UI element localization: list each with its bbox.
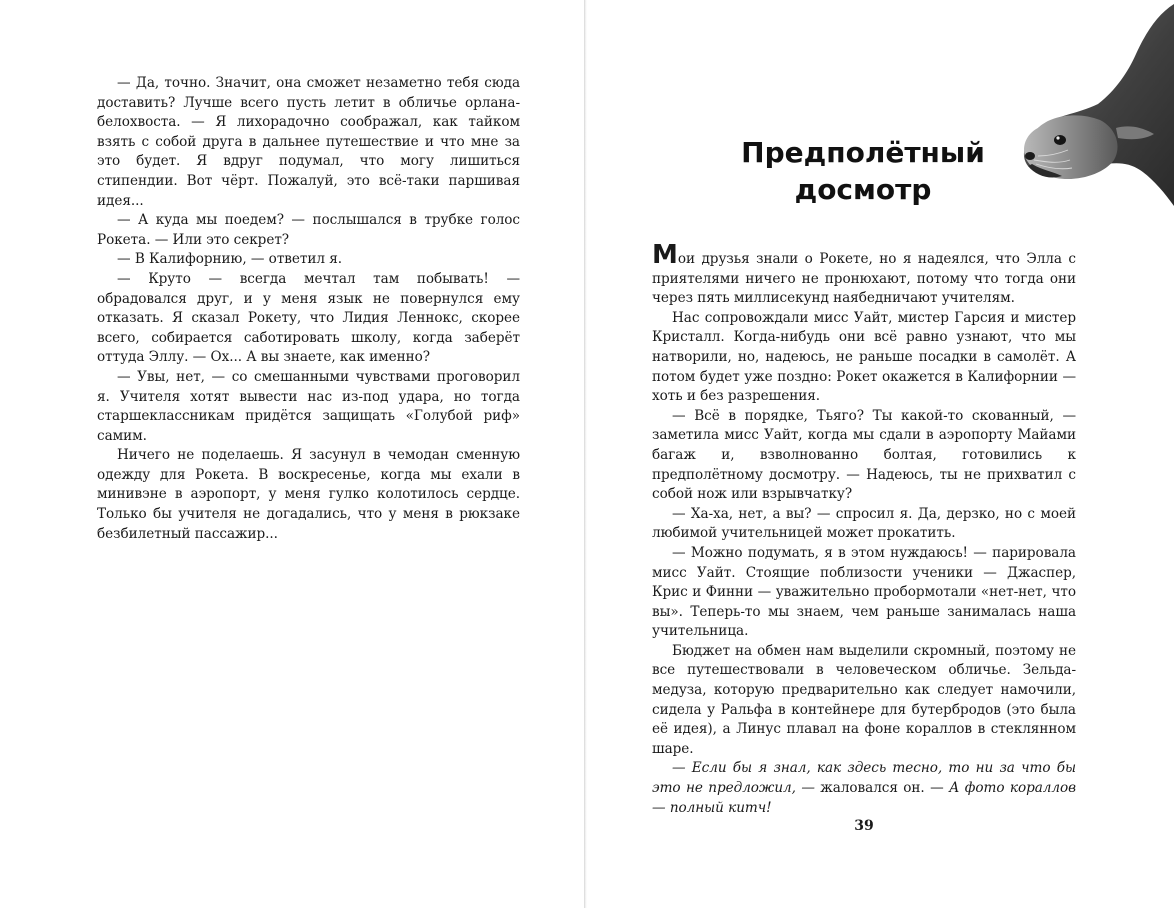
page-number: 39 — [854, 818, 874, 834]
paragraph: — Увы, нет, — со смешанными чувствами проговорил я. Учителя хотят вывести нас из-под удара, но тогда старшеклассникам придётся защищать «Голубой риф» самим. — [97, 368, 520, 444]
paragraph: — Всё в порядке, Тьяго? Ты какой-то скованный, — заметила мисс Уайт, когда мы сдали в аэропорту Майами багаж и, взволнованно болтая, готовились к предполётному досмотру. — Надеюсь, ты не прихватил с собой нож или взрывчатку? — [652, 407, 1076, 503]
paragraph: — Ха-ха, нет, а вы? — спросил я. Да, дерзко, но с моей любимой учительницей может прокатить. — [652, 505, 1076, 542]
book-gutter — [584, 0, 587, 908]
quote-italic: — Если бы я знал, как здесь тесно, то ни за что бы это не предложил, — — [652, 760, 1076, 797]
paragraph: — Круто — всегда мечтал там побывать! — обрадовался друг, и у меня язык не повернулся ему отказать. Я сказал Рокету, что Лидия Леннокс, скорее всего, собирается саботировать школу, когда заберёт оттуда Эллу. — Ох... А вы знаете, как именно? — [97, 270, 520, 366]
paragraph-text: ои друзья знали о Рокете, но я надеялся, что Элла с приятелями ничего не пронюхают, потому что тогда они через пять миллисекунд наябедничают учителям. — [652, 251, 1076, 307]
paragraph: — А куда мы поедем? — послышался в трубке голос Рокета. — Или это секрет? — [97, 212, 520, 248]
drop-cap: М — [652, 240, 678, 270]
paragraph: — В Калифорнию, — ответил я. — [117, 251, 343, 268]
paragraph: — Можно подумать, я в этом нуждаюсь! — парировала мисс Уайт. Стоящие поблизости ученики — Джаспер, Крис и Финни — уважительно пробормотали «нет-нет, что вы». Теперь-то мы знаем, чем раньше занималась наша учительница. — [652, 544, 1076, 640]
quote-italic: А фото кораллов — полный китч! — [652, 780, 1076, 816]
left-page — [97, 74, 520, 544]
paragraph: — Да, точно. Значит, она сможет незаметно тебя сюда доставить? Лучше всего пусть летит в обличье орлана-белохвоста. — Я лихорадочно соображал, как тайком взять с собой друга в дальнее путешествие и что мне за это будет. Я вдруг подумал, что могу лишиться стипендии. Вот чёрт. Пожалуй, это всё-таки паршивая идея... — [97, 75, 520, 209]
chapter-first-paragraph — [652, 240, 1076, 309]
paragraph: Нас сопровождали мисс Уайт, мистер Гарсия и мистер Кристалл. Когда-нибудь они всё равно узнают, что мы натворили, но, надеюсь, не раньше посадки в самолёт. А потом будет уже поздно: Рокет окажется в Калифорнии — хоть и без разрешения. — [652, 309, 1076, 405]
paragraph: Ничего не поделаешь. Я засунул в чемодан сменную одежду для Рокета. В воскресенье, когда мы ехали в минивэне в аэропорт, у меня гулко колотилось сердце. Только бы учителя не догадались, что у меня в рюкзаке безбилетный пассажир... — [97, 447, 520, 542]
chapter-title: Предполётный досмотр — [741, 136, 985, 206]
quote-paragraph — [652, 759, 1076, 818]
quote-attribution: жаловался он. — — [814, 780, 950, 797]
sea-lion-icon — [1018, 0, 1174, 206]
paragraph: Бюджет на обмен нам выделили скромный, поэтому не все путешествовали в человеческом обличье. Зельда-медуза, которую предварительно как следует намочили, сидела у Ральфа в контейнере для бутербродов (это была её идея), а Линус плавал на фоне кораллов в стеклянном шаре. — [652, 642, 1076, 757]
right-page — [652, 240, 1076, 818]
